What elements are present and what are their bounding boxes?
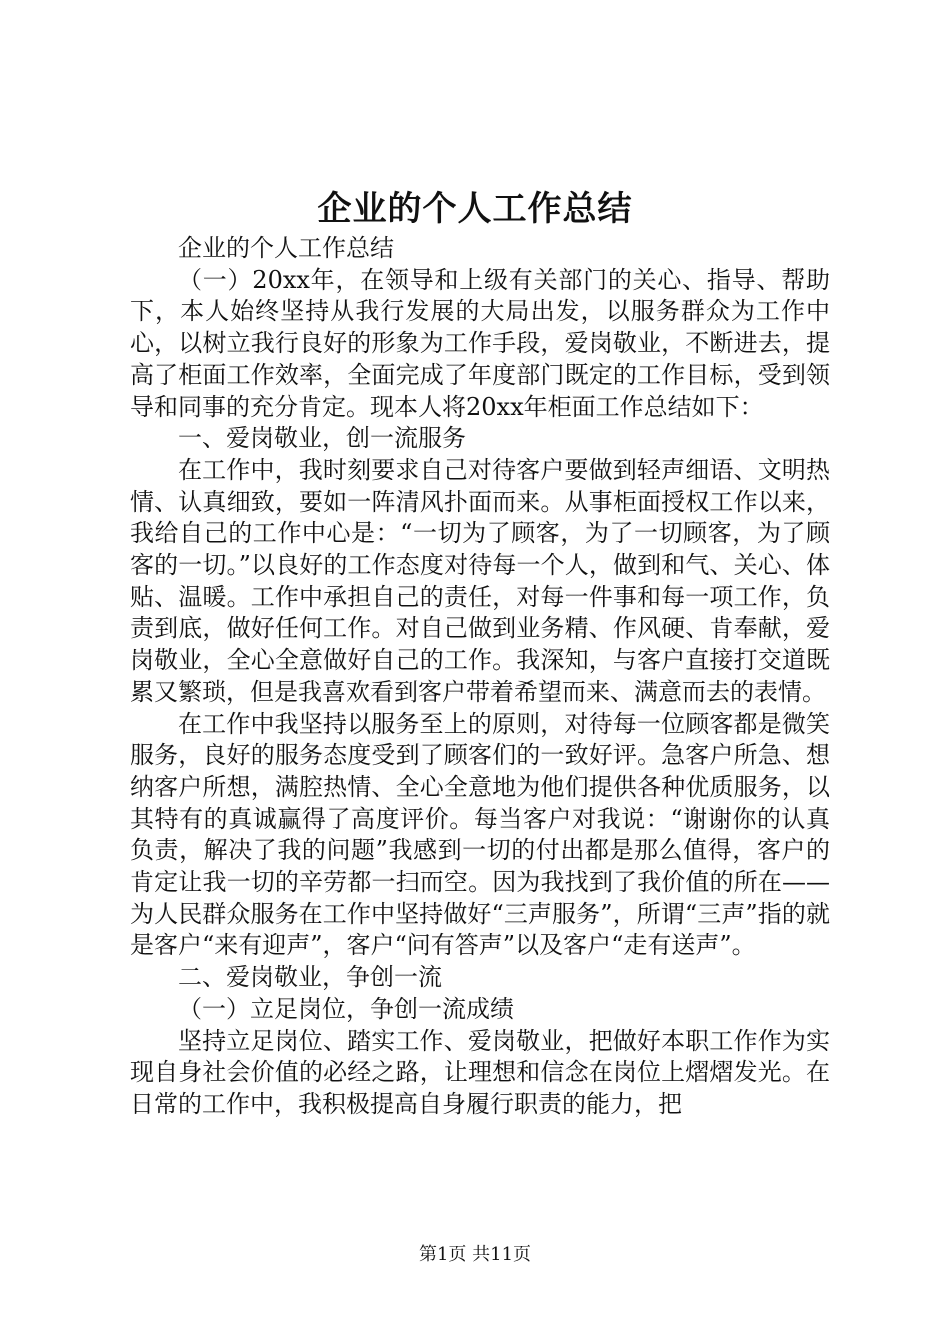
subtitle-paragraph: 企业的个人工作总结 (178, 234, 394, 262)
body-paragraph: （一）20xx年，在领导和上级有关部门的关心、指导、帮助下，本人始终坚持从我行发展的大局出发，以服务群众为工作中心，以树立我行良好的形象为工作手段，爱岗敬业，不断进去，提高了柜面工作效率，全面完成了年度部门既定的工作目标，受到领导和同事的充分肯定。现本人将20xx年柜面工作总结如下： (130, 265, 830, 421)
document-title: 企业的个人工作总结 (317, 189, 633, 229)
body-paragraph: 在工作中我坚持以服务至上的原则，对待每一位顾客都是微笑服务，良好的服务态度受到了顾客们的一致好评。急客户所急、想纳客户所想，满腔热情、全心全意地为他们提供各种优质服务，以其特有的真诚赢得了高度评价。每当客户对我说：“谢谢你的认真负责，解决了我的问题”我感到一切的付出都是那么值得，客户的肯定让我一切的辛劳都一扫而空。因为我找到了我价值的所在——为人民群众服务在工作中坚持做好“三声服务”，所谓“三声”指的就是客户“来有迎声”，客户“问有答声”以及客户“走有送声”。 (130, 709, 830, 960)
body-paragraph: 在工作中，我时刻要求自己对待客户要做到轻声细语、文明热情、认真细致，要如一阵清风扑面而来。从事柜面授权工作以来，我给自己的工作中心是：“一切为了顾客，为了一切顾客，为了顾客的一切。”以良好的工作态度对待每一个人，做到和气、关心、体贴、温暖。工作中承担自己的责任，对每一件事和每一项工作，负责到底，做好任何工作。对自己做到业务精、作风硬、肯奉献，爱岗敬业，全心全意做好自己的工作。我深知，与客户直接打交道既累又繁琐，但是我喜欢看到客户带着希望而来、满意而去的表情。 (130, 455, 830, 706)
section-heading: 二、爱岗敬业，争创一流 (178, 963, 442, 992)
page-footer: 第1页 共11页 (418, 1244, 532, 1265)
subsection-heading: （一）立足岗位，争创一流成绩 (178, 994, 514, 1023)
body-paragraph: 坚持立足岗位、踏实工作、爱岗敬业，把做好本职工作作为实现自身社会价值的必经之路，让理想和信念在岗位上熠熠发光。在日常的工作中，我积极提高自身履行职责的能力，把 (130, 1026, 830, 1118)
section-heading: 一、爱岗敬业，创一流服务 (178, 424, 466, 453)
document-body (130, 233, 830, 1121)
